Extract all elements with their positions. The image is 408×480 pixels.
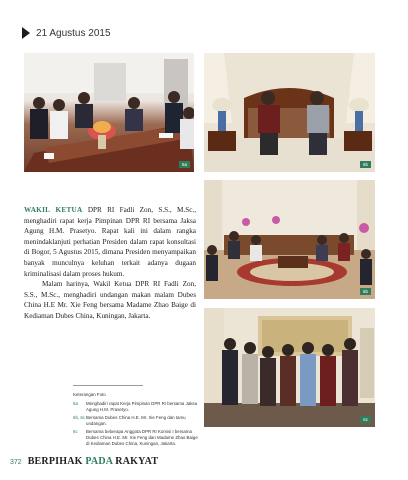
article-paragraph-text: DPR RI Fadli Zon, S.S., M.Sc., menghadiri rapat kerja Pimpinan DPR RI bersama Jaksa Agung H.M. Prasetyo. Rapat kali ini dalam rangka menindaklanjuti perhatian Presiden dalam rapat konsultasi di Bogor, 5 Agustus 2015, dimana Presiden menyampaikan banyak munculnya keluhan terkait adanya dugaan kriminalisasi dalam proses hukum.	[24, 206, 196, 278]
page-footer	[10, 456, 158, 467]
photo-tag: 6b	[360, 288, 371, 295]
brand-main: BERPIHAK	[27, 456, 86, 467]
photo-captions	[73, 392, 199, 449]
page-number: 372	[10, 459, 22, 466]
caption-text: Bersama beberapa Anggota DPR RI Komisi I bersama Dubes China H.E. Mr. Xie Feng dan Madame Zhao Baige di Kediaman Dubes China, Kuningan, Jakarta.	[86, 429, 198, 447]
caption-text: Bersama Dubes China H.E. Mr. Xie Feng dan tamu undangan.	[86, 415, 186, 427]
photo-reception-room	[204, 180, 375, 299]
captions-title: Keterangan Foto	[73, 392, 106, 397]
seated-illustration	[204, 53, 375, 172]
meeting-illustration	[24, 53, 194, 172]
photo-tag: 6a	[179, 161, 190, 168]
caption-text: Menghadiri rapat Kerja Pimpinan DPR RI bersama Jaksa Agung H.M. Prasetyo.	[86, 401, 198, 413]
photo-seated-dubes	[204, 53, 375, 172]
article-body	[24, 205, 196, 322]
footer-brand	[28, 456, 159, 467]
caption-item	[73, 429, 199, 448]
photo-tag: 6c	[360, 416, 371, 423]
photo-tag: 6b	[360, 161, 371, 168]
triangle-marker-icon	[22, 27, 30, 39]
caption-divider	[73, 385, 143, 386]
article-paragraph	[24, 205, 196, 279]
photo-meeting	[24, 53, 194, 172]
article-lead: WAKIL KETUA	[24, 206, 83, 214]
caption-number: 6a	[73, 401, 78, 407]
group-illustration	[204, 308, 375, 427]
caption-number: 6c	[73, 429, 78, 435]
photo-group	[204, 308, 375, 427]
article-paragraph: Malam harinya, Wakil Ketua DPR RI Fadli Zon, S.S., M.Sc., menghadiri undangan makan malam Dubes China H.E Mr. Xie Feng bersama Madame Zhao Baige di Kediaman Dubes China, Kuningan, Jakarta.	[24, 280, 196, 320]
header-date: 21 Agustus 2015	[36, 27, 111, 39]
page-header	[22, 27, 111, 39]
brand-accent: PADA	[85, 456, 113, 467]
caption-item	[73, 415, 199, 427]
caption-number: 6b, 6c	[73, 415, 85, 421]
caption-item	[73, 401, 199, 413]
reception-illustration	[204, 180, 375, 299]
brand-tail: RAKYAT	[112, 456, 159, 467]
